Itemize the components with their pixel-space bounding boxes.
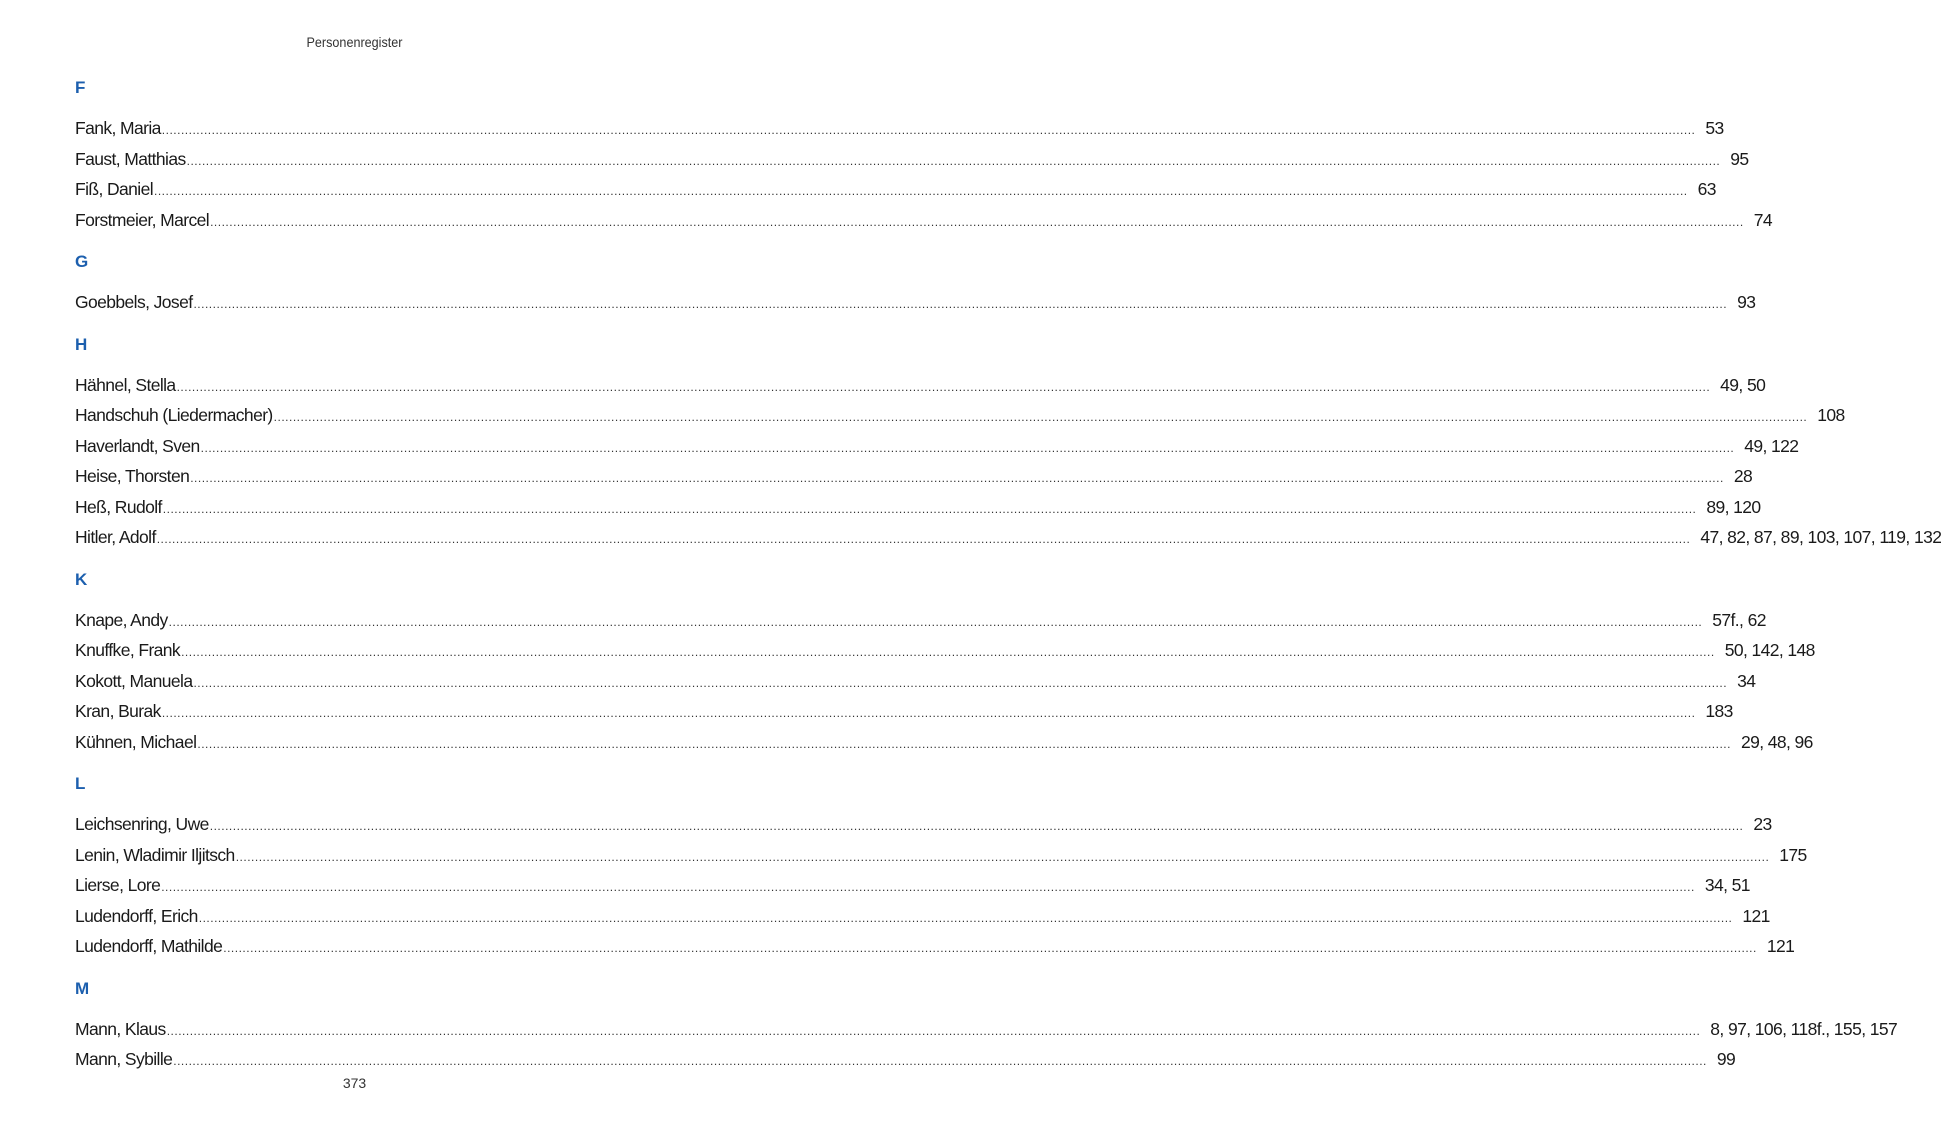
- section-letter: F: [75, 78, 86, 97]
- index-entry: [75, 144, 1749, 175]
- entry-pages: 183: [1705, 701, 1733, 721]
- index-entry: [75, 901, 1770, 932]
- entry-pages: 50, 142, 148: [1724, 640, 1815, 660]
- entry-pages: 89, 120: [1706, 496, 1761, 517]
- entry-name: Mann, Klaus: [75, 1018, 166, 1039]
- entry-pages: 8, 97, 106, 118f., 155, 157: [1710, 1018, 1898, 1039]
- person-index: [75, 77, 1941, 1091]
- entry-name: Heise, Thorsten: [75, 466, 190, 486]
- index-entry: [75, 370, 1766, 401]
- dot-leader: ................................................................................................................................................................................................................................................................................................................................................................................................................: [223, 941, 1757, 955]
- entry-pages: 47, 82, 87, 89, 103, 107, 119, 132: [1700, 527, 1941, 547]
- entry-pages: 99: [1716, 1049, 1736, 1069]
- index-entry: [75, 431, 1799, 462]
- dot-leader: ................................................................................................................................................................................................................................................................................................................................................................................................................: [210, 214, 1744, 229]
- entry-pages: 29, 48, 96: [1740, 731, 1813, 752]
- entry-pages: 121: [1766, 936, 1795, 956]
- dot-leader: ................................................................................................................................................................................................................................................................................................................................................................................................................: [162, 501, 1697, 516]
- dot-leader: ................................................................................................................................................................................................................................................................................................................................................................................................................: [273, 410, 1808, 424]
- dot-leader: ................................................................................................................................................................................................................................................................................................................................................................................................................: [198, 910, 1733, 925]
- index-entry: [75, 605, 1766, 636]
- index-section-h: [75, 334, 1941, 553]
- entry-name: Faust, Matthias: [75, 148, 186, 169]
- index-entry: [75, 809, 1772, 840]
- index-entry: [75, 522, 1941, 553]
- index-entry: [75, 635, 1815, 666]
- running-head: Personenregister: [306, 34, 403, 50]
- index-entry: [75, 931, 1795, 962]
- dot-leader: ................................................................................................................................................................................................................................................................................................................................................................................................................: [209, 819, 1744, 833]
- section-letter: G: [75, 252, 89, 271]
- entry-name: Fank, Maria: [75, 118, 161, 138]
- entry-name: Heß, Rudolf: [75, 496, 162, 517]
- entry-name: Kran, Burak: [75, 701, 161, 721]
- entry-name: Ludendorff, Erich: [75, 905, 198, 926]
- index-entry: [75, 492, 1761, 523]
- dot-leader: ................................................................................................................................................................................................................................................................................................................................................................................................................: [173, 1054, 1707, 1068]
- entry-pages: 121: [1742, 905, 1770, 926]
- index-section-g: [75, 251, 1756, 318]
- dot-leader: ................................................................................................................................................................................................................................................................................................................................................................................................................: [186, 153, 1721, 168]
- entry-pages: 49, 50: [1720, 374, 1766, 395]
- entry-name: Mann, Sybille: [75, 1049, 173, 1069]
- entry-name: Goebbels, Josef: [75, 292, 193, 312]
- index-entry: [75, 461, 1753, 492]
- dot-leader: ................................................................................................................................................................................................................................................................................................................................................................................................................: [176, 379, 1711, 394]
- entry-pages: 53: [1705, 118, 1724, 138]
- entry-name: Kühnen, Michael: [75, 731, 197, 752]
- entry-name: Handschuh (Liedermacher): [75, 405, 273, 425]
- page-number: 373: [342, 1075, 367, 1091]
- dot-leader: ................................................................................................................................................................................................................................................................................................................................................................................................................: [193, 675, 1728, 690]
- index-entry: [75, 1044, 1736, 1075]
- entry-name: Fiß, Daniel: [75, 179, 154, 199]
- index-entry: [75, 666, 1756, 697]
- entry-name: Lierse, Lore: [75, 875, 161, 895]
- entry-name: Hitler, Adolf: [75, 527, 156, 547]
- dot-leader: ................................................................................................................................................................................................................................................................................................................................................................................................................: [154, 184, 1688, 198]
- dot-leader: ................................................................................................................................................................................................................................................................................................................................................................................................................: [161, 123, 1696, 137]
- index-entry: [75, 287, 1756, 318]
- index-entry: [75, 696, 1733, 727]
- dot-leader: ................................................................................................................................................................................................................................................................................................................................................................................................................: [161, 880, 1695, 894]
- index-section-m: [75, 978, 1898, 1075]
- entry-pages: 49, 122: [1744, 435, 1799, 456]
- entry-pages: 95: [1730, 148, 1749, 169]
- entry-name: Kokott, Manuela: [75, 670, 193, 691]
- entry-name: Hähnel, Stella: [75, 374, 176, 395]
- entry-pages: 57f., 62: [1712, 609, 1766, 630]
- entry-name: Haverlandt, Sven: [75, 435, 200, 456]
- index-section-f: [75, 77, 1772, 235]
- index-entry: [75, 400, 1845, 431]
- index-entry: [75, 1014, 1898, 1045]
- index-section-l: [75, 773, 1807, 962]
- index-entry: [75, 840, 1807, 871]
- section-letter: K: [75, 569, 88, 589]
- index-entry: [75, 727, 1813, 758]
- section-letter: H: [75, 334, 88, 354]
- index-entry: [75, 205, 1772, 236]
- entry-pages: 108: [1817, 405, 1845, 425]
- dot-leader: ................................................................................................................................................................................................................................................................................................................................................................................................................: [193, 297, 1728, 311]
- dot-leader: ................................................................................................................................................................................................................................................................................................................................................................................................................: [166, 1023, 1701, 1038]
- index-entry: [75, 174, 1716, 205]
- dot-leader: ................................................................................................................................................................................................................................................................................................................................................................................................................: [181, 645, 1715, 659]
- section-letter: L: [75, 774, 86, 793]
- entry-pages: 34, 51: [1704, 875, 1750, 895]
- section-letter: M: [75, 978, 90, 998]
- entry-name: Forstmeier, Marcel: [75, 209, 210, 230]
- dot-leader: ................................................................................................................................................................................................................................................................................................................................................................................................................: [200, 440, 1735, 455]
- entry-pages: 34: [1737, 670, 1756, 691]
- index-entry: [75, 870, 1750, 901]
- dot-leader: ................................................................................................................................................................................................................................................................................................................................................................................................................: [235, 849, 1770, 864]
- dot-leader: ................................................................................................................................................................................................................................................................................................................................................................................................................: [190, 471, 1724, 485]
- entry-pages: 74: [1753, 209, 1772, 230]
- dot-leader: ................................................................................................................................................................................................................................................................................................................................................................................................................: [161, 706, 1696, 720]
- entry-pages: 93: [1737, 292, 1756, 312]
- entry-pages: 63: [1697, 179, 1716, 199]
- dot-leader: ................................................................................................................................................................................................................................................................................................................................................................................................................: [156, 532, 1691, 546]
- entry-name: Knuffke, Frank: [75, 640, 181, 660]
- entry-pages: 28: [1733, 466, 1753, 486]
- entry-name: Leichsenring, Uwe: [75, 814, 209, 834]
- entry-name: Lenin, Wladimir Iljitsch: [75, 844, 235, 865]
- entry-pages: 175: [1779, 844, 1807, 865]
- entry-name: Ludendorff, Mathilde: [75, 936, 223, 956]
- entry-pages: 23: [1753, 814, 1772, 834]
- dot-leader: ................................................................................................................................................................................................................................................................................................................................................................................................................: [197, 736, 1731, 751]
- dot-leader: ................................................................................................................................................................................................................................................................................................................................................................................................................: [168, 614, 1703, 629]
- index-entry: [75, 113, 1724, 144]
- index-section-k: [75, 569, 1815, 758]
- entry-name: Knape, Andy: [75, 609, 168, 630]
